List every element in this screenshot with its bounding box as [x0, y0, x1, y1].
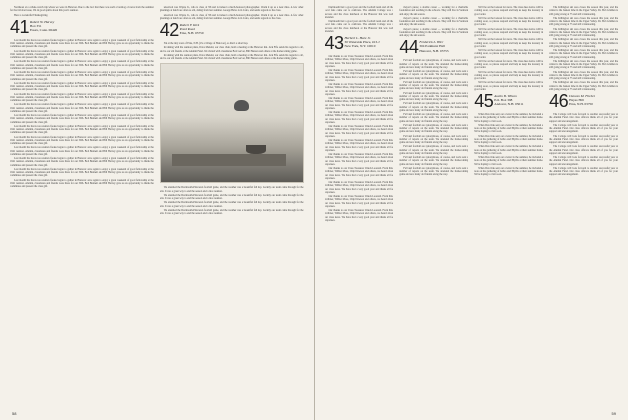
body-text: I'm at the tiny town of Etna, N.H. (it's a village of Hanover), so that's a short hop. [163, 42, 249, 45]
left-column-1 [10, 6, 154, 406]
body-text: Our thanks to our Class Treasurer Chuck Leonard. From Pete Scribner, Wilbur Moss, Chip Dawson and others, we heard about our class news. We have had a very good year and thank all for responses. [324, 111, 394, 124]
class-entry-44 [399, 39, 468, 56]
body-text: We'll be on the lookout for news. The class dues notice will be coming soon, so please respond and help us keep the treasury in good order. [474, 6, 544, 16]
class-secretary-name: Duncan M. Fitchet [569, 94, 595, 98]
class-entry-46 [549, 93, 618, 110]
class-entry-41 [10, 16, 154, 37]
body-text: The Killington ski area closes the season this year, and the winter is the busiest time in the Upper Valley. Dr. Bob Glidden is still going strong at 75 and still volunteering. [549, 16, 618, 27]
class-secretary-name: Frederick L. Hier [419, 40, 444, 45]
body-text: Our thanks to our Class Treasurer Chuck Leonard. From Pete Scribner, Wilbur Moss, Chip Dawson and others, we heard about our class news. We have had a very good year and thank all for responses. [324, 83, 394, 96]
right-column-2 [399, 6, 468, 406]
body-text: We attended the Dartmouth-Princeton football game, and the weather was a beautiful fall day. Luckily our team came through for the win. It was a great way to end the season and a nice reunion. [159, 193, 304, 200]
class-secretary-name: Austin B. Wilson [494, 94, 517, 98]
right-column-3 [474, 6, 543, 406]
body-text: The Killington ski area closes the season this year, and the winter is the busiest time in the Upper Valley. Dr. Bob Glidden is still going strong at 75 and still volunteering. [549, 38, 618, 48]
class-year-number: 46 [549, 91, 569, 111]
body-text: The Killington ski area closes the season this year, and the winter is the busiest time in the Upper Valley. Dr. Bob Glidden is still going strong at 75 and still volunteering. [549, 27, 618, 37]
body-text: We'll be on the lookout for news. The class dues notice will be coming soon, so please respond and help us keep the treasury in good order. [474, 70, 544, 80]
body-text: We'll be on the lookout for news. The class dues notice will be coming soon, so please respond and help us keep the treasury in good order. [474, 16, 544, 27]
class-entry-42 [160, 22, 304, 39]
body-text: Last month the hard-core reunion freaks began to gather in Hanover once again to enjoy a great weekend of good fellowship at the 1941 reunion. Alumni, classmates and friends were there for our 50th. Bob Bennett and Bill Harvey gave us an opportunity to thank the committee and present the class gift. [10, 157, 154, 167]
body-text: Our thanks to our Class Treasurer Chuck Leonard. From Pete Scribner, Wilbur Moss, Chip Dawson and others, we heard about our class news. We have had a very good year and thank all for responses. [324, 69, 394, 82]
address-line: Etna, N.H. 03750 [569, 102, 593, 107]
body-text: Our thanks to our Class Treasurer Chuck Leonard. From Pete Scribner, Wilbur Moss, Chip Dawson and others, we heard about our class news. We have had a very good year and thank all for responses. [324, 125, 394, 138]
body-text: mayor's purse; a double career — working for a charitable foundation and teaching in the schools. They still live in Vermont and enjoy the ski season. [399, 27, 469, 37]
body-text: Fall and football are synonymous, of course, and we're sent a number of reports on the team. We attended the homecoming game and saw many old friends along the way. [399, 80, 469, 91]
body-text: When Dan Oak sent out a letter in the summer, he included a note on the gathering of Jethro and Phyllis at their summer home. We're hoping to visit soon. [474, 134, 544, 144]
address-line: Hanover, N.H. 03755 [419, 48, 449, 53]
body-text: We'll be on the lookout for news. The class dues notice will be coming soon, so please respond and help us keep the treasury in good order. [474, 49, 544, 59]
address-line: Andover, N.H. 03011 [494, 102, 524, 107]
body-text: unsolved was Wayne Jr., who is class of '66 and is indeed a much-honored photographer. Chalk it up as a near miss. A few other gleanings at lunch are often as old, dating from last summer. George Balos is in Cairo, and sends regards to the class. [159, 6, 304, 13]
body-text: Our thanks to our Class Treasurer Chuck Leonard. From Pete Scribner, Wilbur Moss, Chip Dawson and others, we heard about our class news. We have had a very good year and thank all for responses. [324, 97, 394, 110]
body-text: When Dan Oak sent out a letter in the summer, he included a note on the gathering of Jethro and Phyllis at their summer home. We're hoping to visit soon. [474, 123, 544, 134]
body-text: The Killington ski area closes the season this year, and the winter is the busiest time in the Upper Valley. Dr. Bob Glidden is still going strong at 75 and still volunteering. [549, 59, 618, 70]
address-line: Essex, Conn. 06426 [30, 28, 58, 33]
body-text: mayor's purse; a double career — working for a charitable foundation and teaching in the schools. They still live in Vermont and enjoy the ski season. [399, 6, 469, 16]
body-text: Last month the hard-core reunion freaks began to gather in Hanover once again to enjoy a great weekend of good fellowship at the 1941 reunion. Alumni, classmates and friends were there for our 50th. Bob Bennett and Bill Harvey gave us an opportunity to thank the committee and present the class gift. [10, 135, 154, 145]
body-text: Have a wonderful Thanksgiving. [14, 13, 49, 17]
address-line: Pond Road [179, 27, 195, 32]
address-line: Box 351 [30, 23, 42, 28]
body-text: Last month the hard-core reunion freaks began to gather in Hanover once again to enjoy a great weekend of good fellowship at the 1941 reunion. Alumni, classmates and friends were there for our 50th. Bob Bennett and Bill Harvey gave us an opportunity to thank the committee and present the class gift. [10, 92, 154, 102]
body-text: The College will look forward to another successful year at the Alumni Fund. Our class officers thank all of you for your support and encouragement. [549, 156, 618, 166]
body-text: Our thanks to our Class Treasurer Chuck Leonard. From Pete Scribner, Wilbur Moss, Chip Dawson and others, we heard about our class news. We have had a very good year and thank all for responses. [324, 209, 394, 222]
body-text: Last month the hard-core reunion freaks began to gather in Hanover once again to enjoy a great weekend of good fellowship at the 1941 reunion. Alumni, classmates and friends were there for our 50th. Bob Bennett and Bill Harvey gave us an opportunity to thank the committee and present the class gift. [10, 49, 154, 59]
body-text: In talking with the reunion plans, Dave Mendal, our class chair, held a meeting at the Hanover Inn. Jack Fife sends his regards to all, and to our old friends at the Alumni Fund. We visited with classmates Bob Garver, Bill Hanson and others at the homecoming game. [159, 46, 304, 53]
body-text: When Dan Oak sent out a letter in the summer, he included a note on the gathering of Jethro and Phyllis at their summer home. We're hoping to visit soon. [474, 156, 544, 166]
body-text: In talking with the reunion plans, Dave Mendal, our class chair, held a meeting at the Hanover Inn. Jack Fife sends his regards to all, and to our old friends at the Alumni Fund. We visited with classmates Bob Garver, Bill Hanson and others at the homecoming game. [159, 53, 304, 60]
right-page [315, 0, 628, 420]
body-text: Last month the hard-core reunion freaks began to gather in Hanover once again to enjoy a great weekend of good fellowship at the 1941 reunion. Alumni, classmates and friends were there for our 50th. Bob Bennett and Bill Harvey gave us an opportunity to thank the committee and present the class gift. [10, 103, 154, 113]
class-year-number: 45 [474, 91, 494, 111]
body-text: The Killington ski area closes the season this year, and the winter is the busiest time in the Upper Valley. Dr. Bob Glidden is still going strong at 75 and still volunteering. [549, 49, 618, 59]
body-text: Last month the hard-core reunion freaks began to gather in Hanover once again to enjoy a great weekend of good fellowship at the 1941 reunion. Alumni, classmates and friends were there for our 50th. Bob Bennett and Bill Harvey gave us an opportunity to thank the committee and present the class gift. [10, 167, 154, 178]
body-text: Our thanks to our Class Treasurer Chuck Leonard. From Pete Scribner, Wilbur Moss, Chip Dawson and others, we heard about our class news. We have had a very good year and thank all for responses. [324, 55, 394, 68]
body-text: Dartmouth had a good year and the football team and all the local fans came out to celebrate. The Alumni College was a success and the class luncheon at the Hanover Inn was well attended. [324, 20, 394, 33]
body-text: Our thanks to our Class Treasurer Chuck Leonard. From Pete Scribner, Wilbur Moss, Chip Dawson and others, we heard about our class news. We have had a very good year and thank all for responses. [324, 181, 394, 194]
body-text: We attended the Dartmouth-Princeton football game, and the weather was a beautiful fall day. Luckily our team came through for the win. It was a great way to end the season and a nice reunion. [159, 201, 304, 208]
right-column-4 [549, 6, 618, 406]
class-entry-45 [474, 93, 543, 110]
body-text: Northeast on a whale-watch trip where we were in Hanover. Due to the fact that there was such a backlog of news from the summer for the October issue, I'm in good spirits about this year's reunion. [10, 6, 154, 13]
body-text: We'll be on the lookout for news. The class dues notice will be coming soon, so please respond and help us keep the treasury in good order. [474, 59, 544, 70]
body-text: Last month the hard-core reunion freaks began to gather in Hanover once again to enjoy a great weekend of good fellowship at the 1941 reunion. Alumni, classmates and friends were there for our 50th. Bob Bennett and Bill Harvey gave us an opportunity to thank the committee and present the class gift. [10, 38, 154, 49]
body-text: Last month the hard-core reunion freaks began to gather in Hanover once again to enjoy a great weekend of good fellowship at the 1941 reunion. Alumni, classmates and friends were there for our 50th. Bob Bennett and Bill Harvey gave us an opportunity to thank the committee and present the class gift. [10, 178, 154, 188]
class-year-number: 42 [159, 20, 179, 40]
body-text: The Killington ski area closes the season this year, and the winter is the busiest time in the Upper Valley. Dr. Bob Glidden is still going strong at 75 and still volunteering. [549, 6, 618, 16]
address-line: Etna, N.H. 03750 [179, 31, 204, 36]
body-text: The College will look forward to another successful year at the Alumni Fund. Our class officers thank all of you for your support and encouragement. [549, 113, 618, 123]
body-text: We'll be on the lookout for news. The class dues notice will be coming soon, so please respond and help us keep the treasury in good order. [474, 27, 544, 37]
body-text: Last month the hard-core reunion freaks began to gather in Hanover once again to enjoy a great weekend of good fellowship at the 1941 reunion. Alumni, classmates and friends were there for our 50th. Bob Bennett and Bill Harvey gave us an opportunity to thank the committee and present the class gift. [10, 81, 154, 92]
address-line: 304 Parkhurst Hall [419, 44, 445, 49]
address-line: 30 Waterside Place, #13-J [344, 40, 380, 45]
body-text: The Killington ski area closes the season this year, and the winter is the busiest time in the Upper Valley. Dr. Bob Glidden is still going strong at 75 and still volunteering. [549, 70, 618, 80]
class-secretary-name: Herbert L. Hare Jr. [344, 36, 371, 40]
body-text: When Dan Oak sent out a letter in the summer, he included a note on the gathering of Jethro and Phyllis at their summer home. We're hoping to visit soon. [474, 145, 544, 155]
body-text: Our thanks to our Class Treasurer Chuck Leonard. From Pete Scribner, Wilbur Moss, Chip Dawson and others, we heard about our class news. We have had a very good year and thank all for responses. [324, 195, 394, 208]
body-text: Fall and football are synonymous, of course, and we're sent a number of reports on the team. We attended the homecoming game and saw many old friends along the way. [399, 123, 469, 134]
class-year-number: 41 [10, 16, 30, 37]
left-column-2 [160, 6, 304, 406]
class-secretary-name: Robert F. Kirk [179, 23, 200, 27]
body-text: The College will look forward to another successful year at the Alumni Fund. Our class officers thank all of you for your support and encouragement. [549, 145, 618, 155]
body-text: Fall and football are synonymous, of course, and we're sent a number of reports on the team. We attended the homecoming game and saw many old friends along the way. [399, 145, 469, 155]
address-line: New York, N.Y. 10010 [344, 44, 376, 49]
body-text: Our thanks to our Class Treasurer Chuck Leonard. From Pete Scribner, Wilbur Moss, Chip Dawson and others, we heard about our class news. We have had a very good year and thank all for responses. [324, 167, 394, 180]
body-text: The College will look forward to another successful year at the Alumni Fund. Our class officers thank all of you for your support and encouragement. [549, 166, 618, 177]
address-line: P.O. Box 398 [494, 98, 513, 103]
body-text: Last month the hard-core reunion freaks began to gather in Hanover once again to enjoy a great weekend of good fellowship at the 1941 reunion. Alumni, classmates and friends were there for our 50th. Bob Bennett and Bill Harvey gave us an opportunity to thank the committee and present the class gift. [10, 114, 154, 124]
harbor-photo [160, 63, 304, 183]
body-text: Fall and football are synonymous, of course, and we're sent a number of reports on the team. We attended the homecoming game and saw many old friends along the way. [399, 91, 469, 101]
address-line: Hayes Hill [569, 98, 584, 103]
body-text: We attended the Dartmouth-Princeton football game, and the weather was a beautiful fall day. Luckily our team came through for the win. It was a great way to end the season and a nice reunion. [159, 208, 304, 215]
body-text: Last month the hard-core reunion freaks began to gather in Hanover once again to enjoy a great weekend of good fellowship at the 1941 reunion. Alumni, classmates and friends were there for our 50th. Bob Bennett and Bill Harvey gave us an opportunity to thank the committee and present the class gift. [10, 124, 154, 135]
body-text: Fall and football are synonymous, of course, and we're sent a number of reports on the team. We attended the homecoming game and saw many old friends along the way. [399, 134, 469, 144]
class-entry-43 [325, 35, 394, 52]
right-column-1 [325, 6, 394, 406]
body-text: Fall and football are synonymous, of course, and we're sent a number of reports on the team. We attended the homecoming game and saw many old friends along the way. [399, 156, 469, 166]
body-text: mayor's purse; a double career — working for a charitable foundation and teaching in the schools. They still live in Vermont and enjoy the ski season. [399, 16, 469, 27]
body-text: We attended the Dartmouth-Princeton football game, and the weather was a beautiful fall day. Luckily our team came through for the win. It was a great way to end the season and a nice reunion. [159, 186, 304, 193]
body-text: Fall and football are synonymous, of course, and we're sent a number of reports on the team. We attended the homecoming game and saw many old friends along the way. [399, 166, 469, 177]
body-text: We'll be on the lookout for news. The class dues notice will be coming soon, so please respond and help us keep the treasury in good order. [474, 38, 544, 48]
body-text: The College will look forward to another successful year at the Alumni Fund. Our class officers thank all of you for your support and encouragement. [549, 123, 618, 134]
body-text: Fall and football are synonymous, of course, and we're sent a number of reports on the team. We attended the homecoming game and saw many old friends along the way. [399, 70, 469, 80]
class-year-number: 43 [324, 33, 344, 53]
body-text: When Dan Oak sent out a letter in the summer, he included a note on the gathering of Jethro and Phyllis at their summer home. We're hoping to visit soon. [474, 113, 544, 123]
page-number: 58 [12, 411, 17, 416]
body-text: Our thanks to our Class Treasurer Chuck Leonard. From Pete Scribner, Wilbur Moss, Chip Dawson and others, we heard about our class news. We have had a very good year and thank all for responses. [324, 153, 394, 166]
body-text: Dartmouth had a good year and the football team and all the local fans came out to celebrate. The Alumni College was a success and the class luncheon at the Hanover Inn was well attended. [324, 6, 394, 19]
body-text: The Killington ski area closes the season this year, and the winter is the busiest time in the Upper Valley. Dr. Bob Glidden is still going strong at 75 and still volunteering. [549, 81, 618, 91]
body-text: We'll be on the lookout for news. The class dues notice will be coming soon, so please respond and help us keep the treasury in good order. [474, 81, 544, 91]
body-text: When Dan Oak sent out a letter in the summer, he included a note on the gathering of Jethro and Phyllis at their summer home. We're hoping to visit soon. [474, 166, 544, 177]
body-text: unsolved was Wayne Jr., who is class of '66 and is indeed a much-honored photographer. Chalk it up as a near miss. A few other gleanings at lunch are often as old, dating from last summer. George Balos is in Cairo, and sends regards to the class. [159, 13, 304, 20]
page-number: 59 [611, 411, 616, 416]
body-text: The College will look forward to another successful year at the Alumni Fund. Our class officers thank all of you for your support and encouragement. [549, 134, 618, 144]
body-text: Fall and football are synonymous, of course, and we're sent a number of reports on the team. We attended the homecoming game and saw many old friends along the way. [399, 102, 469, 112]
class-year-number: 44 [399, 37, 419, 58]
body-text: Fall and football are synonymous, of course, and we're sent a number of reports on the team. We attended the homecoming game and saw many old friends along the way. [399, 113, 469, 123]
body-text: Fall and football are synonymous, of course, and we're sent a number of reports on the team. We attended the homecoming game and saw many old friends along the way. [399, 59, 469, 69]
body-text: Last month the hard-core reunion freaks began to gather in Hanover once again to enjoy a great weekend of good fellowship at the 1941 reunion. Alumni, classmates and friends were there for our 50th. Bob Bennett and Bill Harvey gave us an opportunity to thank the committee and present the class gift. [10, 71, 154, 81]
body-text: Our thanks to our Class Treasurer Chuck Leonard. From Pete Scribner, Wilbur Moss, Chip Dawson and others, we heard about our class news. We have had a very good year and thank all for responses. [324, 139, 394, 152]
body-text: Last month the hard-core reunion freaks began to gather in Hanover once again to enjoy a great weekend of good fellowship at the 1941 reunion. Alumni, classmates and friends were there for our 50th. Bob Bennett and Bill Harvey gave us an opportunity to thank the committee and present the class gift. [10, 60, 154, 70]
class-secretary-name: Robert W. Harvey [30, 19, 55, 24]
body-text: Last month the hard-core reunion freaks began to gather in Hanover once again to enjoy a great weekend of good fellowship at the 1941 reunion. Alumni, classmates and friends were there for our 50th. Bob Bennett and Bill Harvey gave us an opportunity to thank the committee and present the class gift. [10, 146, 154, 156]
